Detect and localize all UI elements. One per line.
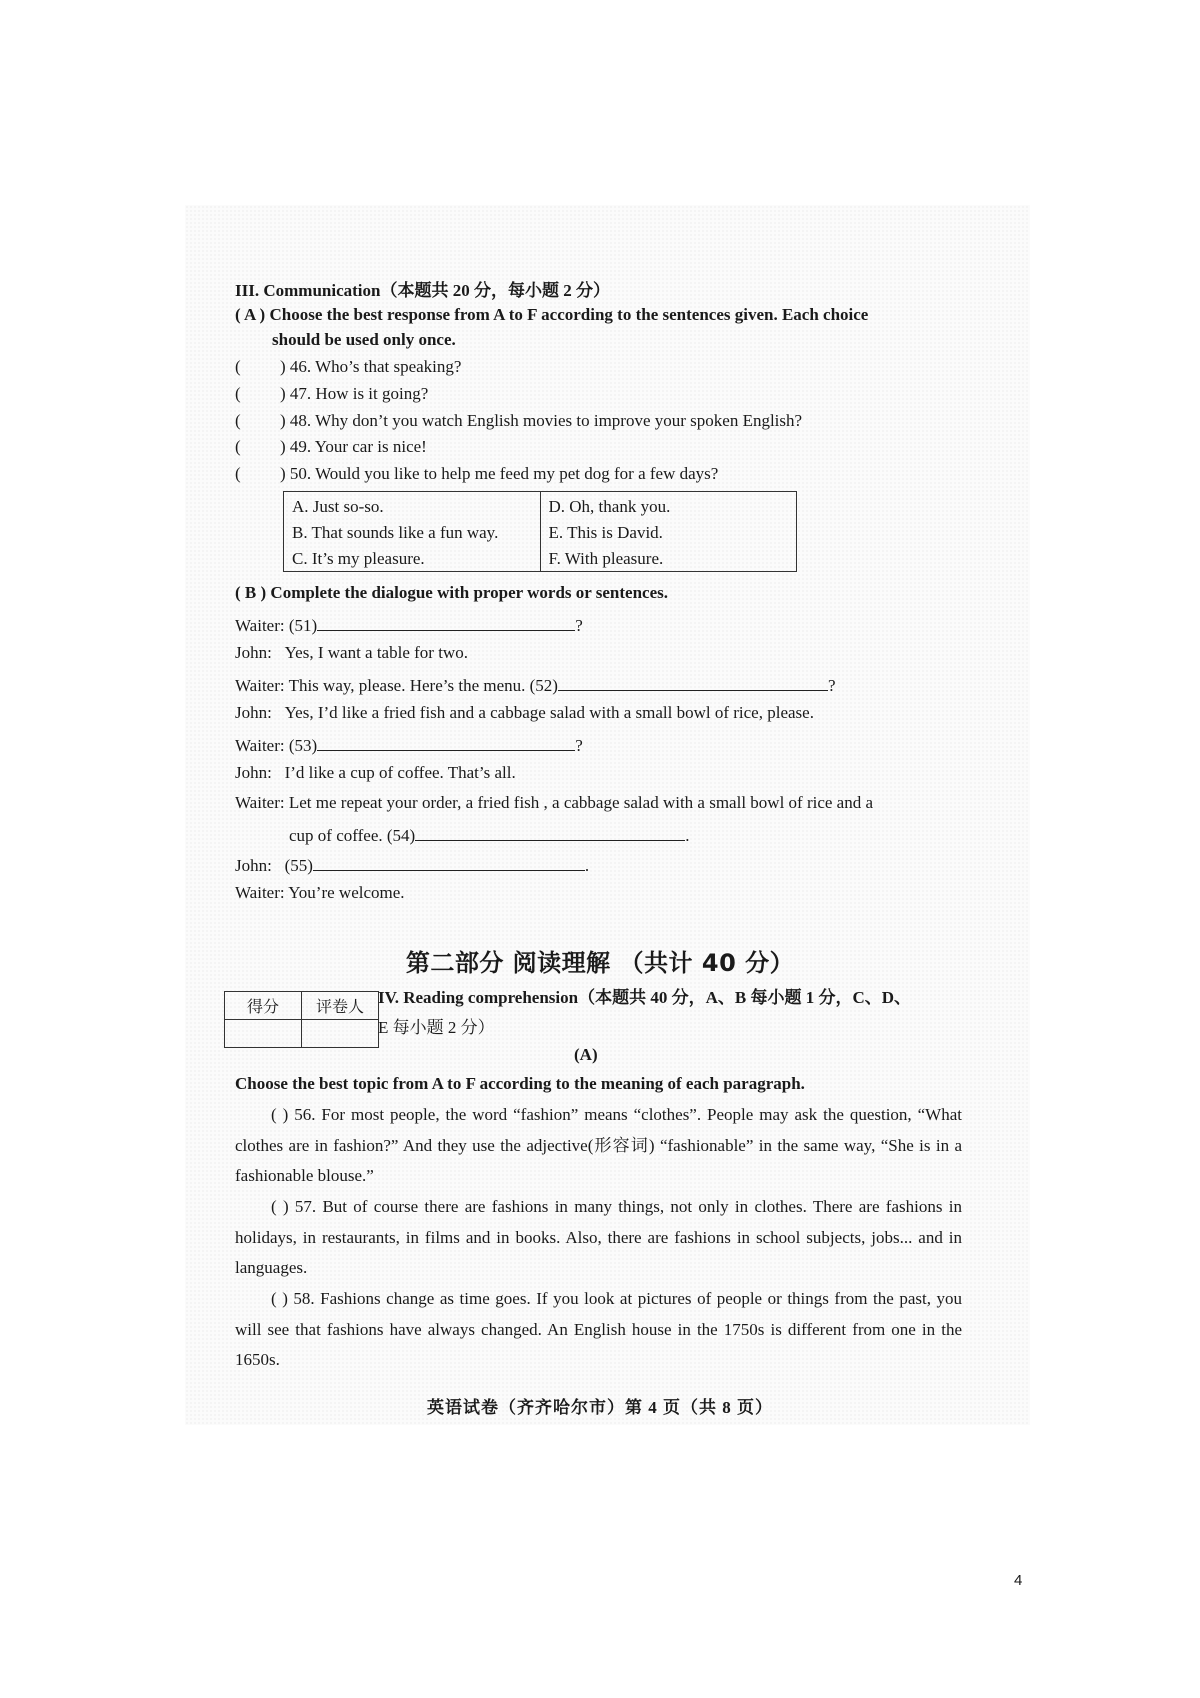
answer-blank-55[interactable] xyxy=(313,853,585,871)
part-b-instruction: ( B ) Complete the dialogue with proper words or sentences. xyxy=(235,583,669,602)
line-text: (51) xyxy=(288,616,318,635)
option-e: E. This is David. xyxy=(548,523,663,542)
speaker: Waiter: xyxy=(235,883,285,902)
line-text: (55) xyxy=(284,856,313,875)
options-right-column xyxy=(540,492,797,571)
section-3-title: III. Communication（本题共 20 分，每小题 2 分） xyxy=(235,281,610,300)
option-a: A. Just so-so. xyxy=(292,497,384,516)
option-d: D. Oh, thank you. xyxy=(548,497,671,516)
line-end: ? xyxy=(575,616,583,635)
score-header: 得分 xyxy=(225,992,302,1020)
option-b: B. That sounds like a fun way. xyxy=(292,523,499,542)
answer-blank-53[interactable] xyxy=(317,733,575,751)
answer-paren: ( xyxy=(235,437,241,456)
line-end: ? xyxy=(575,736,583,755)
speaker: John: xyxy=(235,703,272,722)
reading-instruction: Choose the best topic from A to F according to the meaning of each paragraph. xyxy=(235,1074,805,1093)
speaker: Waiter: xyxy=(235,676,285,695)
paragraph-56: ( ) 56. For most people, the word “fashion” means “clothes”. People may ask the question, “What clothes are in fashion?” And they use the adjective(形容词) “fashionable” in the same way, “She is in a fashionable blouse.” xyxy=(235,1105,962,1185)
options-box xyxy=(283,491,797,572)
page-footer: 英语试卷（齐齐哈尔市）第 4 页（共 8 页） xyxy=(427,1398,773,1417)
options-left-column xyxy=(284,492,540,571)
dialogue-line-52 xyxy=(235,673,836,696)
question-48 xyxy=(235,411,802,431)
option-f: F. With pleasure. xyxy=(548,549,664,568)
answer-paren: ( xyxy=(235,411,241,430)
part-a-instruction-line2: should be used only once. xyxy=(272,330,456,349)
question-46 xyxy=(235,357,461,377)
speaker: Waiter: xyxy=(235,736,285,755)
score-table xyxy=(224,991,379,1048)
grader-cell[interactable] xyxy=(302,1020,379,1048)
answer-paren: ( xyxy=(235,384,241,403)
speaker: John: xyxy=(235,643,272,662)
question-text: ) 49. Your car is nice! xyxy=(280,437,427,456)
dialogue-line xyxy=(235,793,873,813)
grader-header: 评卷人 xyxy=(302,992,379,1020)
part-a-instruction-line1: ( A ) Choose the best response from A to F according to the sentences given. Each choice xyxy=(235,305,869,324)
speaker: John: xyxy=(235,856,272,875)
answer-blank-52[interactable] xyxy=(558,673,828,691)
line-text: Let me repeat your order, a fried fish , a cabbage salad with a small bowl of rice and a xyxy=(288,793,874,812)
line-text: cup of coffee. (54) xyxy=(289,826,416,845)
question-text: ) 50. Would you like to help me feed my pet dog for a few days? xyxy=(280,464,719,483)
line-end: ? xyxy=(827,676,836,695)
option-c: C. It’s my pleasure. xyxy=(292,549,425,568)
question-text: ) 47. How is it going? xyxy=(280,384,429,403)
dialogue-line-51 xyxy=(235,613,583,636)
speaker: John: xyxy=(235,763,272,782)
answer-paren: ( xyxy=(235,357,241,376)
dialogue-line-53 xyxy=(235,733,583,756)
line-text: Yes, I want a table for two. xyxy=(284,643,468,662)
line-text: (53) xyxy=(288,736,318,755)
paragraph-57: ( ) 57. But of course there are fashions in many things, not only in clothes. There are fashions in holidays, in restaurants, in films and in books. Also, there are fashions in school subjects, jobs... and in languages. xyxy=(235,1197,962,1277)
question-text: ) 46. Who’s that speaking? xyxy=(280,357,462,376)
question-50 xyxy=(235,464,718,484)
speaker: Waiter: xyxy=(235,616,285,635)
line-end: . xyxy=(685,826,690,845)
line-text: This way, please. Here’s the menu. (52) xyxy=(288,676,558,695)
question-49 xyxy=(235,437,427,457)
line-text: I’d like a cup of coffee. That’s all. xyxy=(284,763,516,782)
dialogue-line-54 xyxy=(289,823,689,846)
page-number: 4 xyxy=(1014,1572,1023,1589)
question-text: ) 48. Why don’t you watch English movies to improve your spoken English? xyxy=(280,411,803,430)
answer-paren: ( xyxy=(235,464,241,483)
dialogue-line xyxy=(235,763,516,783)
line-end: . xyxy=(584,856,590,875)
dialogue-line xyxy=(235,883,405,903)
section-4-title-line1: IV. Reading comprehension（本题共 40 分，A、B 每小题 1 分，C、D、 xyxy=(378,988,912,1007)
line-text: You’re welcome. xyxy=(288,883,405,902)
subhead-a: (A) xyxy=(574,1045,598,1064)
speaker: Waiter: xyxy=(235,793,285,812)
dialogue-line xyxy=(235,703,814,723)
line-text: Yes, I’d like a fried fish and a cabbage salad with a small bowl of rice, please. xyxy=(284,703,814,722)
dialogue-line-55 xyxy=(235,853,589,876)
score-cell[interactable] xyxy=(225,1020,302,1048)
part-2-title: 第二部分 阅读理解 （共计 40 分） xyxy=(405,949,795,977)
paragraph-58: ( ) 58. Fashions change as time goes. If you look at pictures of people or things from the past, you will see that fashions have always changed. An English house in the 1750s is different from one in the 1650s. xyxy=(235,1289,962,1369)
dialogue-line xyxy=(235,643,468,663)
question-47 xyxy=(235,384,428,404)
answer-blank-51[interactable] xyxy=(317,613,575,631)
section-4-title-line2: E 每小题 2 分） xyxy=(378,1018,495,1037)
answer-blank-54[interactable] xyxy=(415,823,685,841)
